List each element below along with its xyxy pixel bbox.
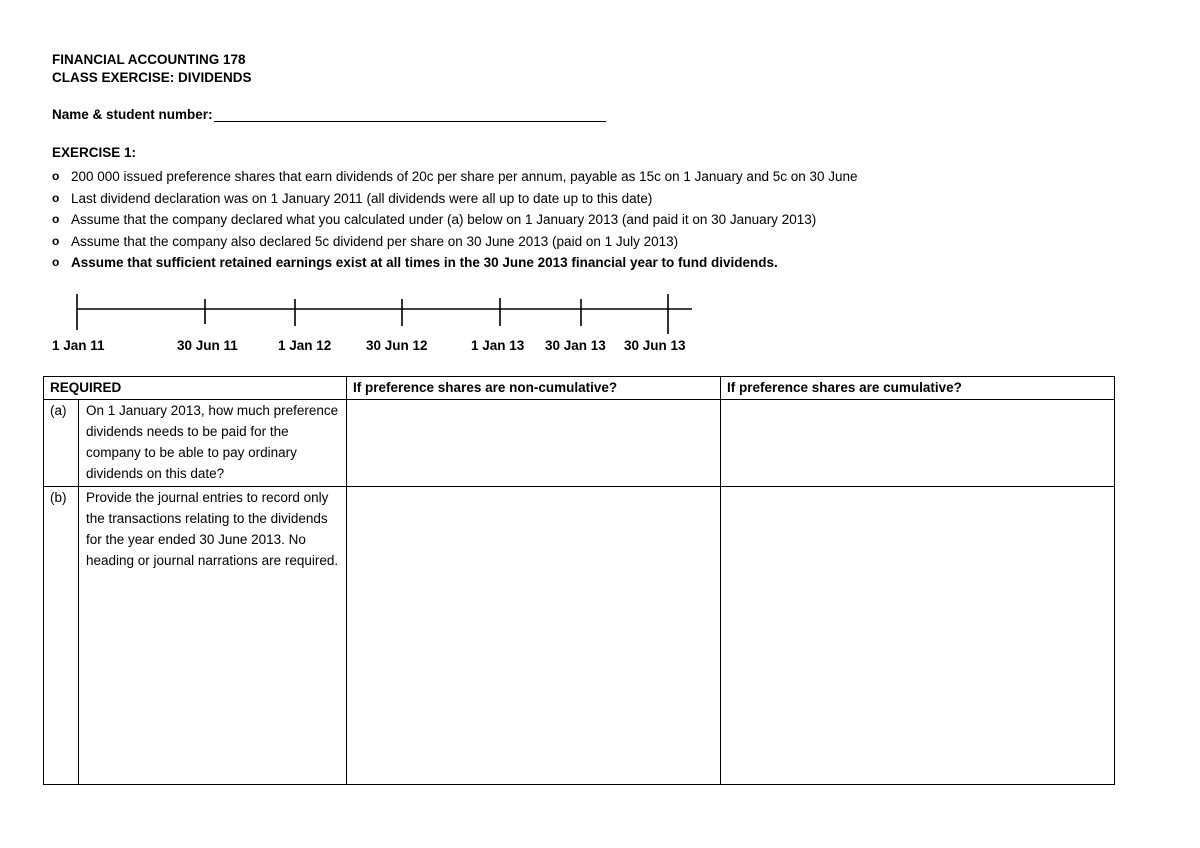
row-question: On 1 January 2013, how much preference dividends needs to be paid for the company to be able to pay ordinary dividends on this date?	[79, 400, 347, 487]
answer-cell-non-cumulative[interactable]	[347, 400, 721, 487]
exercise-heading: EXERCISE 1:	[52, 145, 137, 160]
timeline-label: 1 Jan 13	[471, 338, 525, 353]
timeline-label: 30 Jan 13	[545, 338, 606, 353]
bullet-text: Last dividend declaration was on 1 January 2011 (all dividends were all up to date up to this date)	[71, 190, 653, 206]
row-question: Provide the journal entries to record only the transactions relating to the dividends for the year ended 30 June 2013. No heading or journal narrations are required.	[79, 487, 347, 785]
header-required: REQUIRED	[44, 377, 347, 400]
row-label: (a)	[44, 400, 79, 487]
exercise-bullet-list	[52, 166, 858, 274]
timeline-label: 30 Jun 11	[177, 338, 238, 353]
timeline-label: 30 Jun 12	[366, 338, 428, 353]
bullet-text: 200 000 issued preference shares that earn dividends of 20c per share per annum, payable as 15c on 1 January and 5c on 30 June	[71, 169, 858, 184]
bullet-marker: o	[52, 169, 60, 183]
answer-cell-cumulative[interactable]	[721, 400, 1115, 487]
list-item	[52, 209, 858, 231]
document-subtitle: CLASS EXERCISE: DIVIDENDS	[52, 70, 252, 85]
name-field-label: Name & student number:	[52, 107, 213, 122]
list-item	[52, 166, 858, 188]
required-answers-table	[43, 376, 1115, 785]
table-header-row	[44, 377, 1115, 400]
list-item	[52, 188, 858, 210]
name-field-blank-line[interactable]	[214, 108, 606, 122]
timeline-label: 1 Jan 11	[52, 338, 105, 353]
answer-cell-non-cumulative[interactable]	[347, 487, 721, 785]
bullet-marker: o	[52, 190, 60, 205]
bullet-text: Assume that sufficient retained earnings exist at all times in the 30 June 2013 financial year to fund dividends.	[71, 255, 778, 270]
timeline-label: 30 Jun 13	[624, 338, 686, 353]
answer-cell-cumulative[interactable]	[721, 487, 1115, 785]
header-cumulative: If preference shares are cumulative?	[721, 377, 1115, 400]
header-non-cumulative: If preference shares are non-cumulative?	[347, 377, 721, 400]
list-item	[52, 231, 858, 253]
bullet-marker: o	[52, 212, 60, 226]
bullet-text: Assume that the company declared what you calculated under (a) below on 1 January 2013 (and paid it on 30 January 2013)	[71, 212, 817, 227]
row-label: (b)	[44, 487, 79, 785]
bullet-marker: o	[52, 233, 60, 248]
name-student-number-field	[52, 107, 606, 122]
list-item	[52, 252, 858, 274]
timeline-label: 1 Jan 12	[278, 338, 332, 353]
bullet-marker: o	[52, 255, 60, 269]
document-title: FINANCIAL ACCOUNTING 178	[52, 52, 246, 67]
dividend-timeline	[40, 288, 720, 358]
table-row	[44, 487, 1115, 785]
bullet-text: Assume that the company also declared 5c dividend per share on 30 June 2013 (paid on 1 July 2013)	[71, 233, 679, 249]
table-row	[44, 400, 1115, 487]
